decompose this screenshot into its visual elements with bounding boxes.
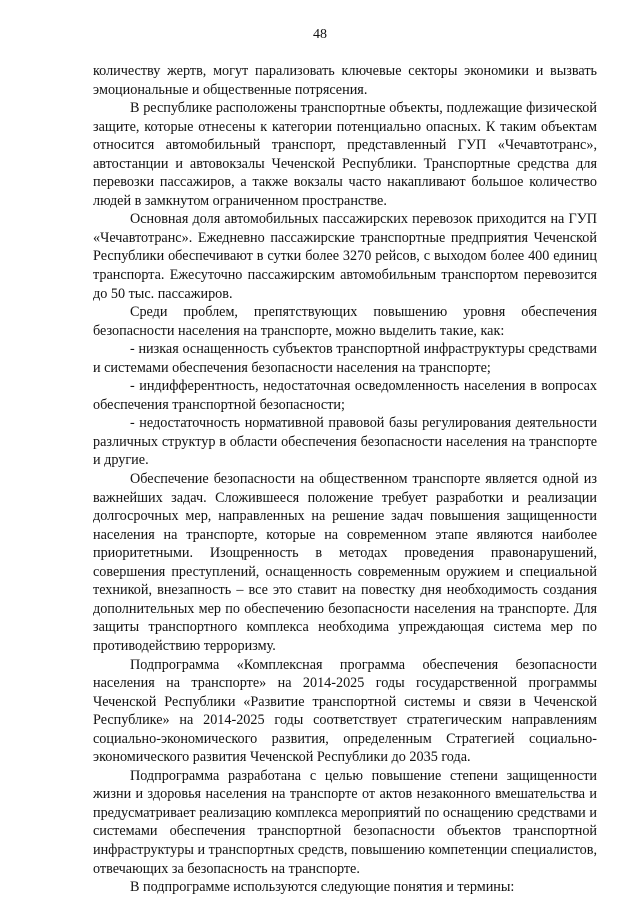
- paragraph-terms-intro: В подпрограмме используются следующие понятия и термины:: [130, 879, 515, 896]
- paragraph-passenger-transport: Основная доля автомобильных пассажирских перевозок приходится на ГУП «Чечавтотранс». Ежедневно пассажирские транспортные предприятия Чеченской Республики обеспечивают в сутки более 3270 рейсов, с выходом более 400 единиц транспорта. Ежесуточно пассажирским автомобильным транспортом перевозится до 50 тыс. пассажиров.: [93, 211, 597, 302]
- paragraph-problems-intro: Среди проблем, препятствующих повышению уровня обеспечения безопасности населения на транспорте, можно выделить такие, как:: [93, 304, 597, 339]
- page-number: 48: [313, 27, 327, 42]
- list-item-low-equipment: - низкая оснащенность субъектов транспортной инфраструктуры средствами и системами обеспечения безопасности населения на транспорте;: [93, 341, 597, 376]
- paragraph-subprogram-goal: Подпрограмма разработана с целью повышение степени защищенности жизни и здоровья населения на транспорте от актов незаконного вмешательства и предусматривает реализацию комплекса мероприятий по оснащению средствами и системами обеспечения транспортной безопасности объектов транспортной инфраструктуры и транспортных средств, повышению компетенции специалистов, отвечающих за безопасность на транспорте.: [93, 767, 597, 877]
- paragraph-continuation: количеству жертв, могут парализовать ключевые секторы экономики и вызвать эмоциональные и общественные потрясения.: [93, 63, 597, 98]
- list-item-insufficient-regulation: - недостаточность нормативной правовой базы регулирования деятельности различных структур в области обеспечения безопасности населения на транспорте и другие.: [93, 415, 597, 469]
- document-body: [93, 62, 597, 897]
- paragraph-subprogram-compliance: Подпрограмма «Комплексная программа обеспечения безопасности населения на транспорте» на 2014-2025 годы государственной программы Чеченской Республики «Развитие транспортной системы и связи в Чеченской Республике» на 2014-2025 годы соответствует стратегическим направлениям социально-экономического развития, определенным Стратегией социально-экономического развития Чеченской Республики до 2035 года.: [93, 656, 597, 766]
- paragraph-transport-objects: В республике расположены транспортные объекты, подлежащие физической защите, которые отнесены к категории потенциально опасных. К таким объектам относится автомобильный транспорт, представленный ГУП «Чечавтотранс», автостанции и автовокзалы Чеченской Республики. Транспортные средства для перевозки пассажиров, а также вокзалы часто накапливают большое количество людей в замкнутом ограниченном пространстве.: [93, 100, 597, 209]
- paragraph-public-transport-safety: Обеспечение безопасности на общественном транспорте является одной из важнейших задач. Сложившееся положение требует разработки и реализации долгосрочных мер, направленных на решение задач повышения защищенности населения на транспорте, которые на современном этапе являются наиболее приоритетными. Изощренность в методах проведения правонарушений, совершения преступлений, оснащенность современным оружием и специальной техникой, внезапность – все это ставит на повестку дня необходимость создания дополнительных мер по обеспечению безопасности населения на транспорте. Для защиты транспортного комплекса необходима упреждающая система мер по противодействию терроризму.: [93, 471, 597, 654]
- list-item-indifference: - индифферентность, недостаточная осведомленность населения в вопросах обеспечения транспортной безопасности;: [93, 378, 597, 413]
